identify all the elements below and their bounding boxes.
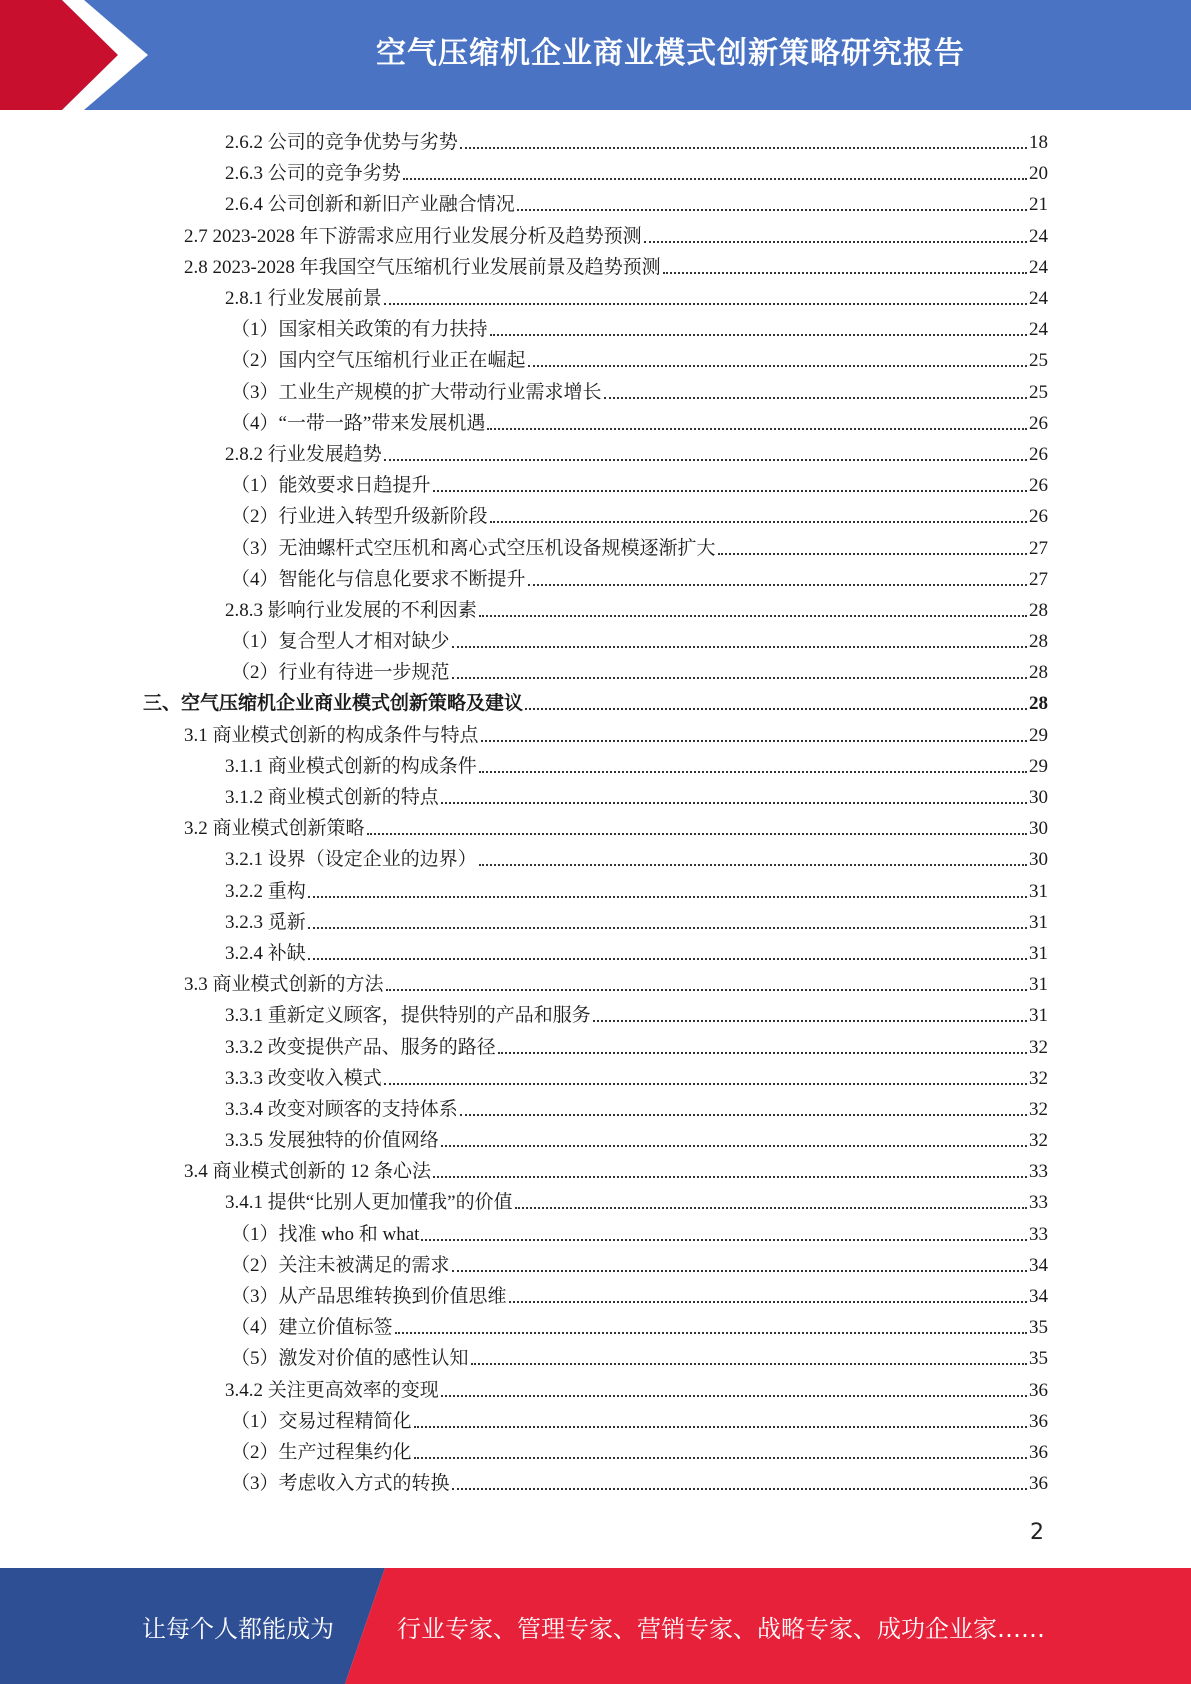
toc-dot-leader [452, 1468, 1027, 1499]
toc-entry[interactable] [0, 470, 1191, 501]
toc-entry-page: 32 [1029, 1067, 1048, 1089]
toc-entry[interactable] [0, 813, 1191, 844]
toc-dot-leader [433, 1156, 1027, 1187]
toc-entry[interactable] [0, 595, 1191, 626]
toc-entry-page: 30 [1029, 818, 1048, 840]
toc-dot-leader [479, 844, 1027, 875]
toc-dot-leader [421, 1219, 1027, 1250]
toc-entry[interactable] [0, 1468, 1191, 1499]
toc-dot-leader [498, 1032, 1027, 1063]
toc-entry-label: （3）工业生产规模的扩大带动行业需求增长 [231, 381, 602, 403]
toc-entry-page: 25 [1029, 381, 1048, 403]
chevron-arrow-icon [0, 0, 160, 110]
page-number: 2 [1030, 1520, 1044, 1545]
toc-dot-leader [414, 1437, 1027, 1468]
toc-entry-page: 33 [1029, 1161, 1048, 1183]
toc-entry-page: 24 [1029, 256, 1048, 278]
toc-entry[interactable] [0, 127, 1191, 158]
toc-dot-leader [384, 283, 1027, 314]
toc-entry[interactable] [0, 1031, 1191, 1062]
toc-dot-leader [481, 720, 1027, 751]
toc-entry[interactable] [0, 1312, 1191, 1343]
toc-entry-page: 36 [1029, 1441, 1048, 1463]
toc-entry-label: 3.2.4 补缺 [225, 942, 306, 964]
toc-entry-page: 26 [1029, 443, 1048, 465]
toc-entry[interactable] [0, 158, 1191, 189]
toc-entry[interactable] [0, 345, 1191, 376]
toc-dot-leader [433, 470, 1027, 501]
toc-entry-label: （2）国内空气压缩机行业正在崛起 [231, 350, 526, 372]
toc-entry[interactable] [0, 532, 1191, 563]
toc-entry-label: 2.7 2023-2028 年下游需求应用行业发展分析及趋势预测 [184, 225, 642, 247]
toc-entry-label: 3.3 商业模式创新的方法 [184, 974, 384, 996]
toc-entry[interactable] [0, 657, 1191, 688]
toc-entry-label: （5）激发对价值的感性认知 [231, 1348, 469, 1370]
toc-entry[interactable] [0, 501, 1191, 532]
toc-entry-page: 30 [1029, 849, 1048, 871]
toc-entry-page: 26 [1029, 412, 1048, 434]
toc-entry-label: 3.2.3 觅新 [225, 911, 306, 933]
toc-entry[interactable] [0, 1343, 1191, 1374]
toc-entry-label: 3.3.4 改变对顾客的支持体系 [225, 1098, 458, 1120]
toc-entry[interactable] [0, 907, 1191, 938]
toc-entry-label: 2.8.1 行业发展前景 [225, 288, 382, 310]
toc-dot-leader [515, 1187, 1027, 1218]
toc-entry[interactable] [0, 876, 1191, 907]
toc-entry-page: 28 [1029, 693, 1048, 715]
toc-entry-label: （4）建立价值标签 [231, 1317, 393, 1339]
toc-entry-page: 24 [1029, 225, 1048, 247]
toc-entry[interactable] [0, 1250, 1191, 1281]
toc-entry-page: 30 [1029, 787, 1048, 809]
toc-entry-label: 3.3.1 重新定义顾客，提供特别的产品和服务 [225, 1005, 591, 1027]
toc-entry[interactable] [0, 688, 1191, 719]
toc-dot-leader [308, 938, 1027, 969]
toc-entry-label: 3.3.2 改变提供产品、服务的路径 [225, 1036, 496, 1058]
toc-entry[interactable] [0, 1000, 1191, 1031]
toc-entry-label: 3.4.1 提供“比别人更加懂我”的价值 [225, 1192, 513, 1214]
toc-dot-leader [403, 158, 1027, 189]
toc-dot-leader [528, 345, 1027, 376]
toc-entry-label: 三、空气压缩机企业商业模式创新策略及建议 [143, 693, 524, 715]
toc-entry-label: （1）找准 who 和 what [231, 1223, 420, 1245]
toc-entry[interactable] [0, 189, 1191, 220]
toc-entry[interactable] [0, 1219, 1191, 1250]
toc-entry-page: 28 [1029, 631, 1048, 653]
toc-entry-label: 2.6.2 公司的竞争优势与劣势 [225, 132, 458, 154]
toc-dot-leader [525, 688, 1027, 719]
toc-entry-label: （2）行业有待进一步规范 [231, 662, 450, 684]
toc-entry-page: 34 [1029, 1286, 1048, 1308]
toc-dot-leader [479, 595, 1027, 626]
toc-dot-leader [509, 1281, 1027, 1312]
toc-dot-leader [644, 221, 1027, 252]
toc-entry-label: 3.3.3 改变收入模式 [225, 1067, 382, 1089]
toc-dot-leader [452, 657, 1027, 688]
toc-entry-page: 26 [1029, 506, 1048, 528]
toc-entry-label: 3.1 商业模式创新的构成条件与特点 [184, 724, 479, 746]
toc-entry[interactable] [0, 720, 1191, 751]
toc-entry-page: 34 [1029, 1254, 1048, 1276]
toc-entry-page: 36 [1029, 1410, 1048, 1432]
toc-entry-label: 3.2.2 重构 [225, 880, 306, 902]
toc-dot-leader [487, 408, 1027, 439]
toc-entry[interactable] [0, 408, 1191, 439]
toc-entry-label: （4）智能化与信息化要求不断提升 [231, 568, 526, 590]
toc-dot-leader [490, 501, 1027, 532]
page-title: 空气压缩机企业商业模式创新策略研究报告 [376, 36, 965, 71]
toc-dot-leader [593, 1000, 1027, 1031]
toc-dot-leader [517, 189, 1027, 220]
toc-entry[interactable] [0, 1156, 1191, 1187]
toc-entry[interactable] [0, 969, 1191, 1000]
toc-entry[interactable] [0, 751, 1191, 782]
toc-entry[interactable] [0, 221, 1191, 252]
table-of-contents [0, 127, 1191, 1499]
toc-entry-label: （2）行业进入转型升级新阶段 [231, 506, 488, 528]
toc-entry-page: 27 [1029, 568, 1048, 590]
toc-entry-page: 20 [1029, 163, 1048, 185]
toc-dot-leader [452, 1250, 1027, 1281]
toc-entry-page: 26 [1029, 475, 1048, 497]
toc-entry[interactable] [0, 283, 1191, 314]
toc-dot-leader [604, 377, 1027, 408]
toc-dot-leader [441, 1375, 1027, 1406]
toc-entry[interactable] [0, 626, 1191, 657]
toc-entry-label: 3.2.1 设界（设定企业的边界） [225, 849, 477, 871]
toc-entry[interactable] [0, 844, 1191, 875]
toc-entry[interactable] [0, 1281, 1191, 1312]
toc-entry-label: 2.8.3 影响行业发展的不利因素 [225, 599, 477, 621]
footer-slogan-left: 让每个人都能成为 [142, 1614, 334, 1643]
page-header [0, 0, 1191, 110]
toc-entry-page: 33 [1029, 1223, 1048, 1245]
toc-entry-page: 32 [1029, 1098, 1048, 1120]
toc-entry-page: 31 [1029, 974, 1048, 996]
toc-dot-leader [441, 1125, 1027, 1156]
toc-entry-page: 32 [1029, 1036, 1048, 1058]
toc-entry[interactable] [0, 564, 1191, 595]
toc-entry-page: 31 [1029, 942, 1048, 964]
toc-entry-page: 31 [1029, 880, 1048, 902]
toc-dot-leader [460, 1094, 1027, 1125]
toc-entry-page: 25 [1029, 350, 1048, 372]
toc-dot-leader [479, 751, 1027, 782]
toc-dot-leader [386, 969, 1027, 1000]
toc-dot-leader [414, 1406, 1027, 1437]
toc-entry-label: 3.4.2 关注更高效率的变现 [225, 1379, 439, 1401]
toc-entry-label: （1）能效要求日趋提升 [231, 475, 431, 497]
toc-entry-page: 27 [1029, 537, 1048, 559]
toc-entry-label: （1）国家相关政策的有力扶持 [231, 319, 488, 341]
toc-dot-leader [395, 1312, 1027, 1343]
toc-entry-label: （1）复合型人才相对缺少 [231, 631, 450, 653]
toc-entry-label: （2）关注未被满足的需求 [231, 1254, 450, 1276]
toc-dot-leader [384, 1063, 1027, 1094]
toc-entry-page: 31 [1029, 911, 1048, 933]
toc-entry[interactable] [0, 1187, 1191, 1218]
toc-entry-label: 3.4 商业模式创新的 12 条心法 [184, 1161, 432, 1183]
toc-entry-label: （2）生产过程集约化 [231, 1441, 412, 1463]
toc-dot-leader [460, 127, 1027, 158]
toc-entry[interactable] [0, 938, 1191, 969]
footer-slogan-right: 行业专家、管理专家、营销专家、战略专家、成功企业家…… [397, 1614, 1045, 1643]
toc-entry-label: （3）考虑收入方式的转换 [231, 1473, 450, 1495]
toc-entry[interactable] [0, 1375, 1191, 1406]
toc-entry[interactable] [0, 1063, 1191, 1094]
toc-entry-label: 2.8 2023-2028 年我国空气压缩机行业发展前景及趋势预测 [184, 256, 661, 278]
toc-entry-page: 32 [1029, 1130, 1048, 1152]
toc-entry[interactable] [0, 439, 1191, 470]
toc-entry-label: 2.6.4 公司创新和新旧产业融合情况 [225, 194, 515, 216]
toc-dot-leader [308, 876, 1027, 907]
toc-entry-page: 31 [1029, 1005, 1048, 1027]
toc-dot-leader [471, 1343, 1027, 1374]
toc-dot-leader [384, 439, 1027, 470]
toc-entry-page: 36 [1029, 1473, 1048, 1495]
toc-entry-label: （3）从产品思维转换到价值思维 [231, 1286, 507, 1308]
toc-dot-leader [490, 314, 1027, 345]
toc-dot-leader [718, 533, 1027, 564]
toc-entry-page: 24 [1029, 319, 1048, 341]
page-footer [0, 1568, 1191, 1684]
toc-entry[interactable] [0, 252, 1191, 283]
toc-entry-label: （3）无油螺杆式空压机和离心式空压机设备规模逐渐扩大 [231, 537, 716, 559]
toc-entry-page: 35 [1029, 1348, 1048, 1370]
toc-entry-label: 2.8.2 行业发展趋势 [225, 443, 382, 465]
toc-entry[interactable] [0, 1406, 1191, 1437]
toc-dot-leader [441, 782, 1027, 813]
toc-entry-page: 24 [1029, 288, 1048, 310]
toc-entry-page: 29 [1029, 724, 1048, 746]
toc-dot-leader [663, 252, 1027, 283]
toc-dot-leader [308, 907, 1027, 938]
toc-entry-page: 28 [1029, 599, 1048, 621]
toc-entry-page: 18 [1029, 132, 1048, 154]
toc-entry-label: 3.1.1 商业模式创新的构成条件 [225, 755, 477, 777]
toc-entry-label: 2.6.3 公司的竞争劣势 [225, 163, 401, 185]
toc-entry-page: 36 [1029, 1379, 1048, 1401]
toc-entry-page: 28 [1029, 662, 1048, 684]
toc-entry-label: （4）“一带一路”带来发展机遇 [231, 412, 486, 434]
toc-entry-label: （1）交易过程精简化 [231, 1410, 412, 1432]
toc-entry[interactable] [0, 782, 1191, 813]
toc-entry[interactable] [0, 377, 1191, 408]
toc-entry-page: 35 [1029, 1317, 1048, 1339]
toc-entry-page: 21 [1029, 194, 1048, 216]
toc-entry-page: 29 [1029, 755, 1048, 777]
toc-entry-label: 3.1.2 商业模式创新的特点 [225, 787, 439, 809]
toc-dot-leader [528, 564, 1027, 595]
toc-entry-page: 33 [1029, 1192, 1048, 1214]
toc-dot-leader [367, 813, 1027, 844]
toc-entry[interactable] [0, 1437, 1191, 1468]
toc-entry-label: 3.3.5 发展独特的价值网络 [225, 1130, 439, 1152]
toc-entry[interactable] [0, 1094, 1191, 1125]
toc-entry-label: 3.2 商业模式创新策略 [184, 818, 365, 840]
toc-dot-leader [452, 626, 1027, 657]
toc-entry[interactable] [0, 314, 1191, 345]
toc-entry[interactable] [0, 1125, 1191, 1156]
